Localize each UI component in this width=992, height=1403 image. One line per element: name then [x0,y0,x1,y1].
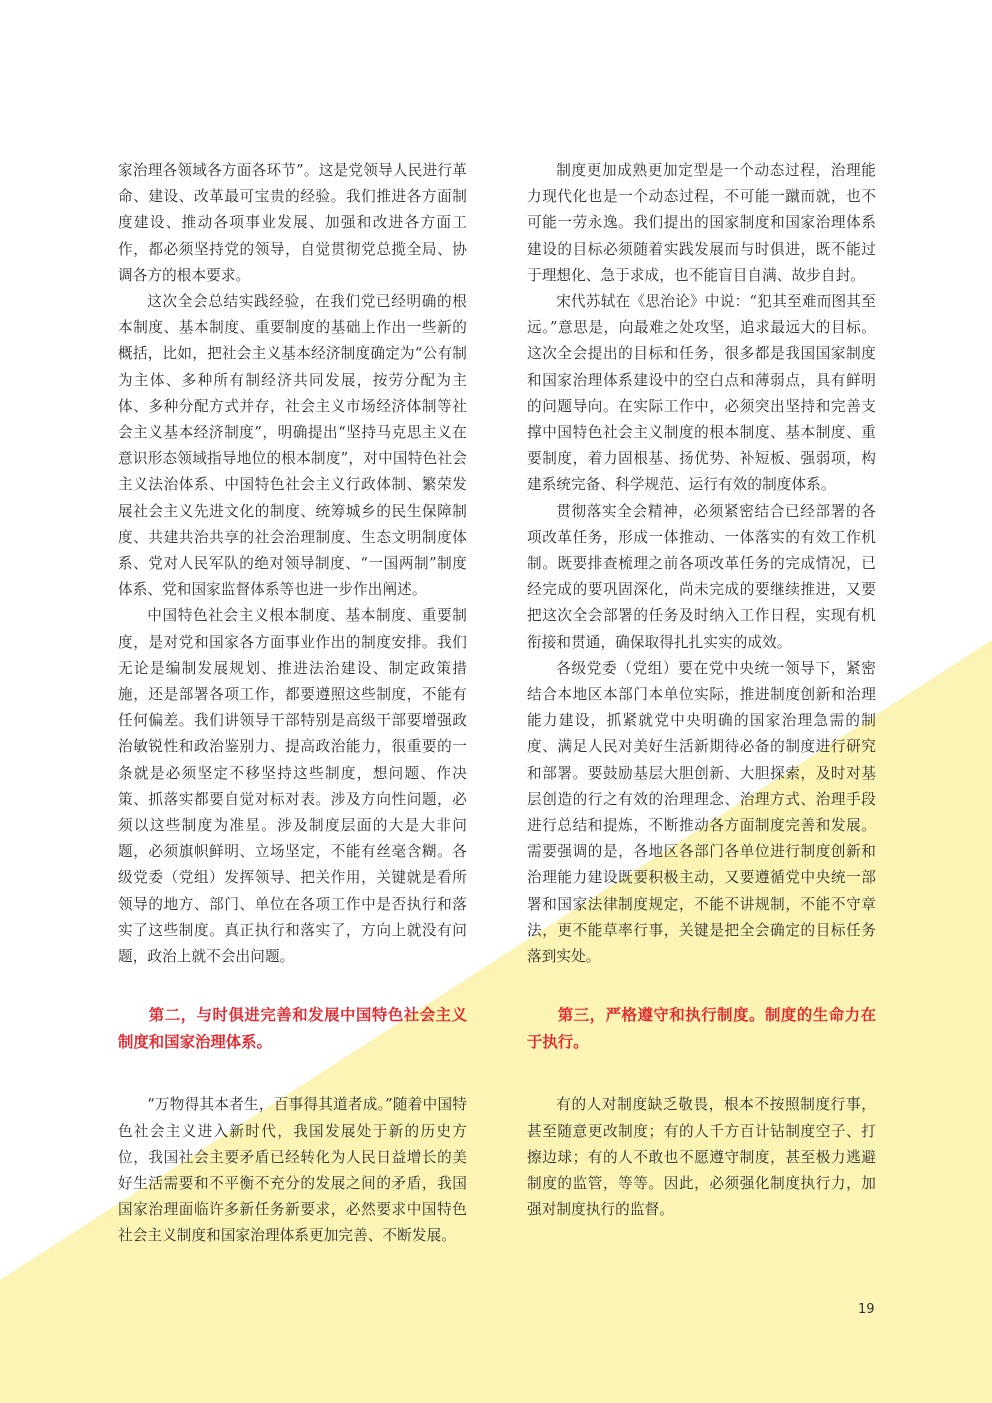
right-paragraph-2: 宋代苏轼在《思治论》中说：“犯其至难而图其至远。”意思是，向最难之处攻坚，追求最远大的目标。这次全会提出的目标和任务，很多都是我国国家制度和国家治理体系建设中的空白点和薄弱点，具有鲜明的问题导向。在实际工作中，必须突出坚持和完善支撑中国特色社会主义制度的根本制度、基本制度、重要制度，着力固根基、扬优势、补短板、强弱项，构建系统完备、科学规范、运行有效的制度体系。 [527,293,876,494]
right-paragraph-3: 贯彻落实全会精神，必须紧密结合已经部署的各项改革任务，形成一体推动、一体落实的有效工作机制。既要排查梳理之前各项改革任务的完成情况，已经完成的要巩固深化，尚未完成的要继续推进，又要把这次全会部署的任务及时纳入工作日程，实现有机衔接和贯通，确保取得扎扎实实的成效。 [527,502,876,651]
left-column [118,158,467,1250]
left-paragraph-2: 这次全会总结实践经验，在我们党已经明确的根本制度、基本制度、重要制度的基础上作出一些新的概括，比如，把社会主义基本经济制度确定为“公有制为主体、多种所有制经济共同发展，按劳分配为主体、多种分配方式并存，社会主义市场经济体制等社会主义基本经济制度”，明确提出“坚持马克思主义在意识形态领域指导地位的根本制度”，对中国特色社会主义法治体系、中国特色社会主义行政体制、繁荣发展社会主义先进文化的制度、统筹城乡的民生保障制度、共建共治共享的社会治理制度、生态文明制度体系、党对人民军队的绝对领导制度、“一国两制”制度体系、党和国家监督体系等也进一步作出阐述。 [118,293,467,599]
left-paragraph-4: “万物得其本者生，百事得其道者成。”随着中国特色社会主义进入新时代，我国发展处于新的历史方位，我国社会主要矛盾已经转化为人民日益增长的美好生活需要和不平衡不充分的发展之间的矛盾，我国国家治理面临许多新任务新要求，必然要求中国特色社会主义制度和国家治理体系更加完善、不断发展。 [118,1096,467,1245]
section-heading-third: 第三，严格遵守和执行制度。制度的生命力在于执行。 [527,1006,876,1052]
left-paragraph-1: 家治理各领域各方面各环节”。这是党领导人民进行革命、建设、改革最可宝贵的经验。我们推进各方面制度建设、推动各项事业发展、加强和改进各方面工作，都必须坚持党的领导，自觉贯彻党总揽全局、协调各方的根本要求。 [118,162,467,284]
right-paragraph-1: 制度更加成熟更加定型是一个动态过程，治理能力现代化也是一个动态过程，不可能一蹴而就，也不可能一劳永逸。我们提出的国家制度和国家治理体系建设的目标必须随着实践发展而与时俱进，既不能过于理想化、急于求成，也不能盲目自满、故步自封。 [527,162,876,284]
right-paragraph-4: 各级党委（党组）要在党中央统一领导下，紧密结合本地区本部门本单位实际，推进制度创新和治理能力建设，抓紧就党中央明确的国家治理急需的制度、满足人民对美好生活新期待必备的制度进行研究和部署。要鼓励基层大胆创新、大胆探索，及时对基层创造的行之有效的治理理念、治理方式、治理手段进行总结和提炼，不断推动各方面制度完善和发展。需要强调的是，各地区各部门各单位进行制度创新和治理能力建设既要积极主动，又要遵循党中央统一部署和国家法律制度规定，不能不讲规制，不能不守章法，更不能草率行事，关键是把全会确定的目标任务落到实处。 [527,659,876,966]
right-paragraph-5: 有的人对制度缺乏敬畏，根本不按照制度行事，甚至随意更改制度；有的人千方百计钻制度空子、打擦边球；有的人不敢也不愿遵守制度，甚至极力逃避制度的监管，等等。因此，必须强化制度执行力，加强对制度执行的监督。 [527,1096,876,1219]
section-heading-second: 第二，与时俱进完善和发展中国特色社会主义制度和国家治理体系。 [118,1006,467,1052]
page-number: 19 [858,1302,875,1317]
right-column [527,158,876,1223]
left-paragraph-3: 中国特色社会主义根本制度、基本制度、重要制度，是对党和国家各方面事业作出的制度安排。我们无论是编制发展规划、推进法治建设、制定政策措施，还是部署各项工作，都要遵照这些制度，不能有任何偏差。我们讲领导干部特别是高级干部要增强政治敏锐性和政治鉴别力、提高政治能力，很重要的一条就是必须坚定不移坚持这些制度，想问题、作决策、抓落实都要自觉对标对表。涉及方向性问题，必须以这些制度为准星。涉及制度层面的大是大非问题，必须旗帜鲜明、立场坚定，不能有丝毫含糊。各级党委（党组）发挥领导、把关作用，关键就是看所领导的地方、部门、单位在各项工作中是否执行和落实了这些制度。真正执行和落实了，方向上就没有问题，政治上就不会出问题。 [118,607,467,966]
